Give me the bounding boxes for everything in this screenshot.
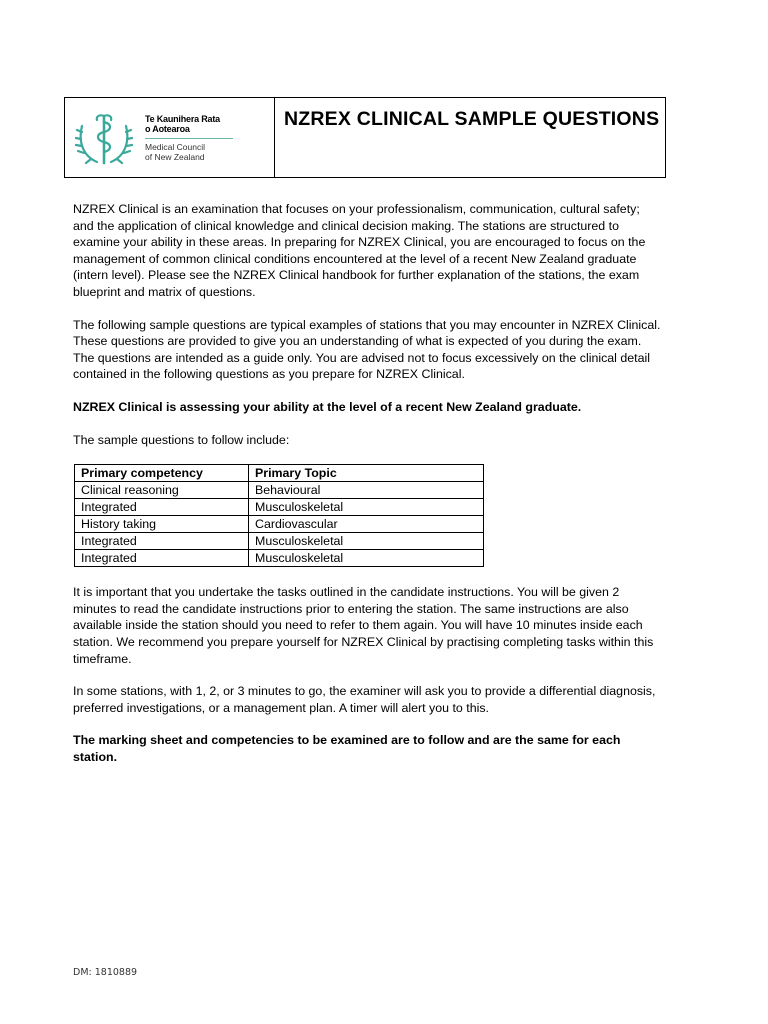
table-cell: Integrated xyxy=(75,550,249,567)
logo-english-line1: Medical Council xyxy=(145,141,205,152)
table-cell: Musculoskeletal xyxy=(249,533,484,550)
document-number: DM: 1810889 xyxy=(73,967,138,978)
table-cell: Cardiovascular xyxy=(249,516,484,533)
table-cell: Integrated xyxy=(75,533,249,550)
sample-questions-table xyxy=(74,464,484,567)
table-row xyxy=(75,550,484,567)
logo-wordmark xyxy=(145,114,233,162)
medical-council-emblem-icon xyxy=(75,108,133,168)
logo-maori-line2: o Aotearoa xyxy=(145,123,190,134)
table-cell: History taking xyxy=(75,516,249,533)
column-header: Primary competency xyxy=(75,465,249,482)
table-cell: Behavioural xyxy=(249,482,484,499)
document-title: NZREX CLINICAL SAMPLE QUESTIONS xyxy=(284,108,660,130)
column-header: Primary Topic xyxy=(249,465,484,482)
logo-english-line2: of New Zealand xyxy=(145,151,205,162)
timing-paragraph: It is important that you undertake the tasks outlined in the candidate instructions. You will be given 2 minutes to read the candidate instructions prior to entering the station. The same instructions are also available inside the station should you need to refer to them again. You will have 10 minutes inside each station. We recommend you prepare yourself for NZREX Clinical by practising completing tasks within this timeframe. xyxy=(73,585,654,666)
intro-paragraph-2: The following sample questions are typical examples of stations that you may encounter in NZREX Clinical. These questions are provided to give you an understanding of what is expected of you during the exam. The questions are intended as a guide only. You are advised not to focus excessively on the clinical detail contained in the following questions as you prepare for NZREX Clinical. xyxy=(73,317,661,382)
table-cell: Musculoskeletal xyxy=(249,499,484,516)
table-row xyxy=(75,482,484,499)
table-row xyxy=(75,516,484,533)
intro-emphasis: NZREX Clinical is assessing your ability at the level of a recent New Zealand graduate. xyxy=(73,399,582,414)
logo xyxy=(65,98,275,177)
marking-sheet-note: The marking sheet and competencies to be examined are to follow and are the same for each station. xyxy=(73,733,621,764)
examiner-paragraph: In some stations, with 1, 2, or 3 minutes to go, the examiner will ask you to provide a differential diagnosis, preferred investigations, or a management plan. A timer will alert you to this. xyxy=(73,684,656,715)
header-box xyxy=(64,97,666,178)
table-row xyxy=(75,499,484,516)
table-header-row xyxy=(75,465,484,482)
logo-maori-line1: Te Kaunihera Rata xyxy=(145,113,220,124)
table-cell: Integrated xyxy=(75,499,249,516)
document-body xyxy=(73,201,663,781)
logo-divider xyxy=(145,138,233,139)
table-intro: The sample questions to follow include: xyxy=(73,432,290,447)
table-cell: Clinical reasoning xyxy=(75,482,249,499)
table-row xyxy=(75,533,484,550)
intro-paragraph-1: NZREX Clinical is an examination that focuses on your professionalism, communication, cultural safety; and the application of clinical knowledge and clinical decision making. The stations are structured to examine your ability in these areas. In preparing for NZREX Clinical, you are encouraged to focus on the management of common clinical conditions encountered at the level of a recent New Zealand graduate (intern level). Please see the NZREX Clinical handbook for further explanation of the stations, the exam blueprint and matrix of questions. xyxy=(73,202,646,299)
table-cell: Musculoskeletal xyxy=(249,550,484,567)
